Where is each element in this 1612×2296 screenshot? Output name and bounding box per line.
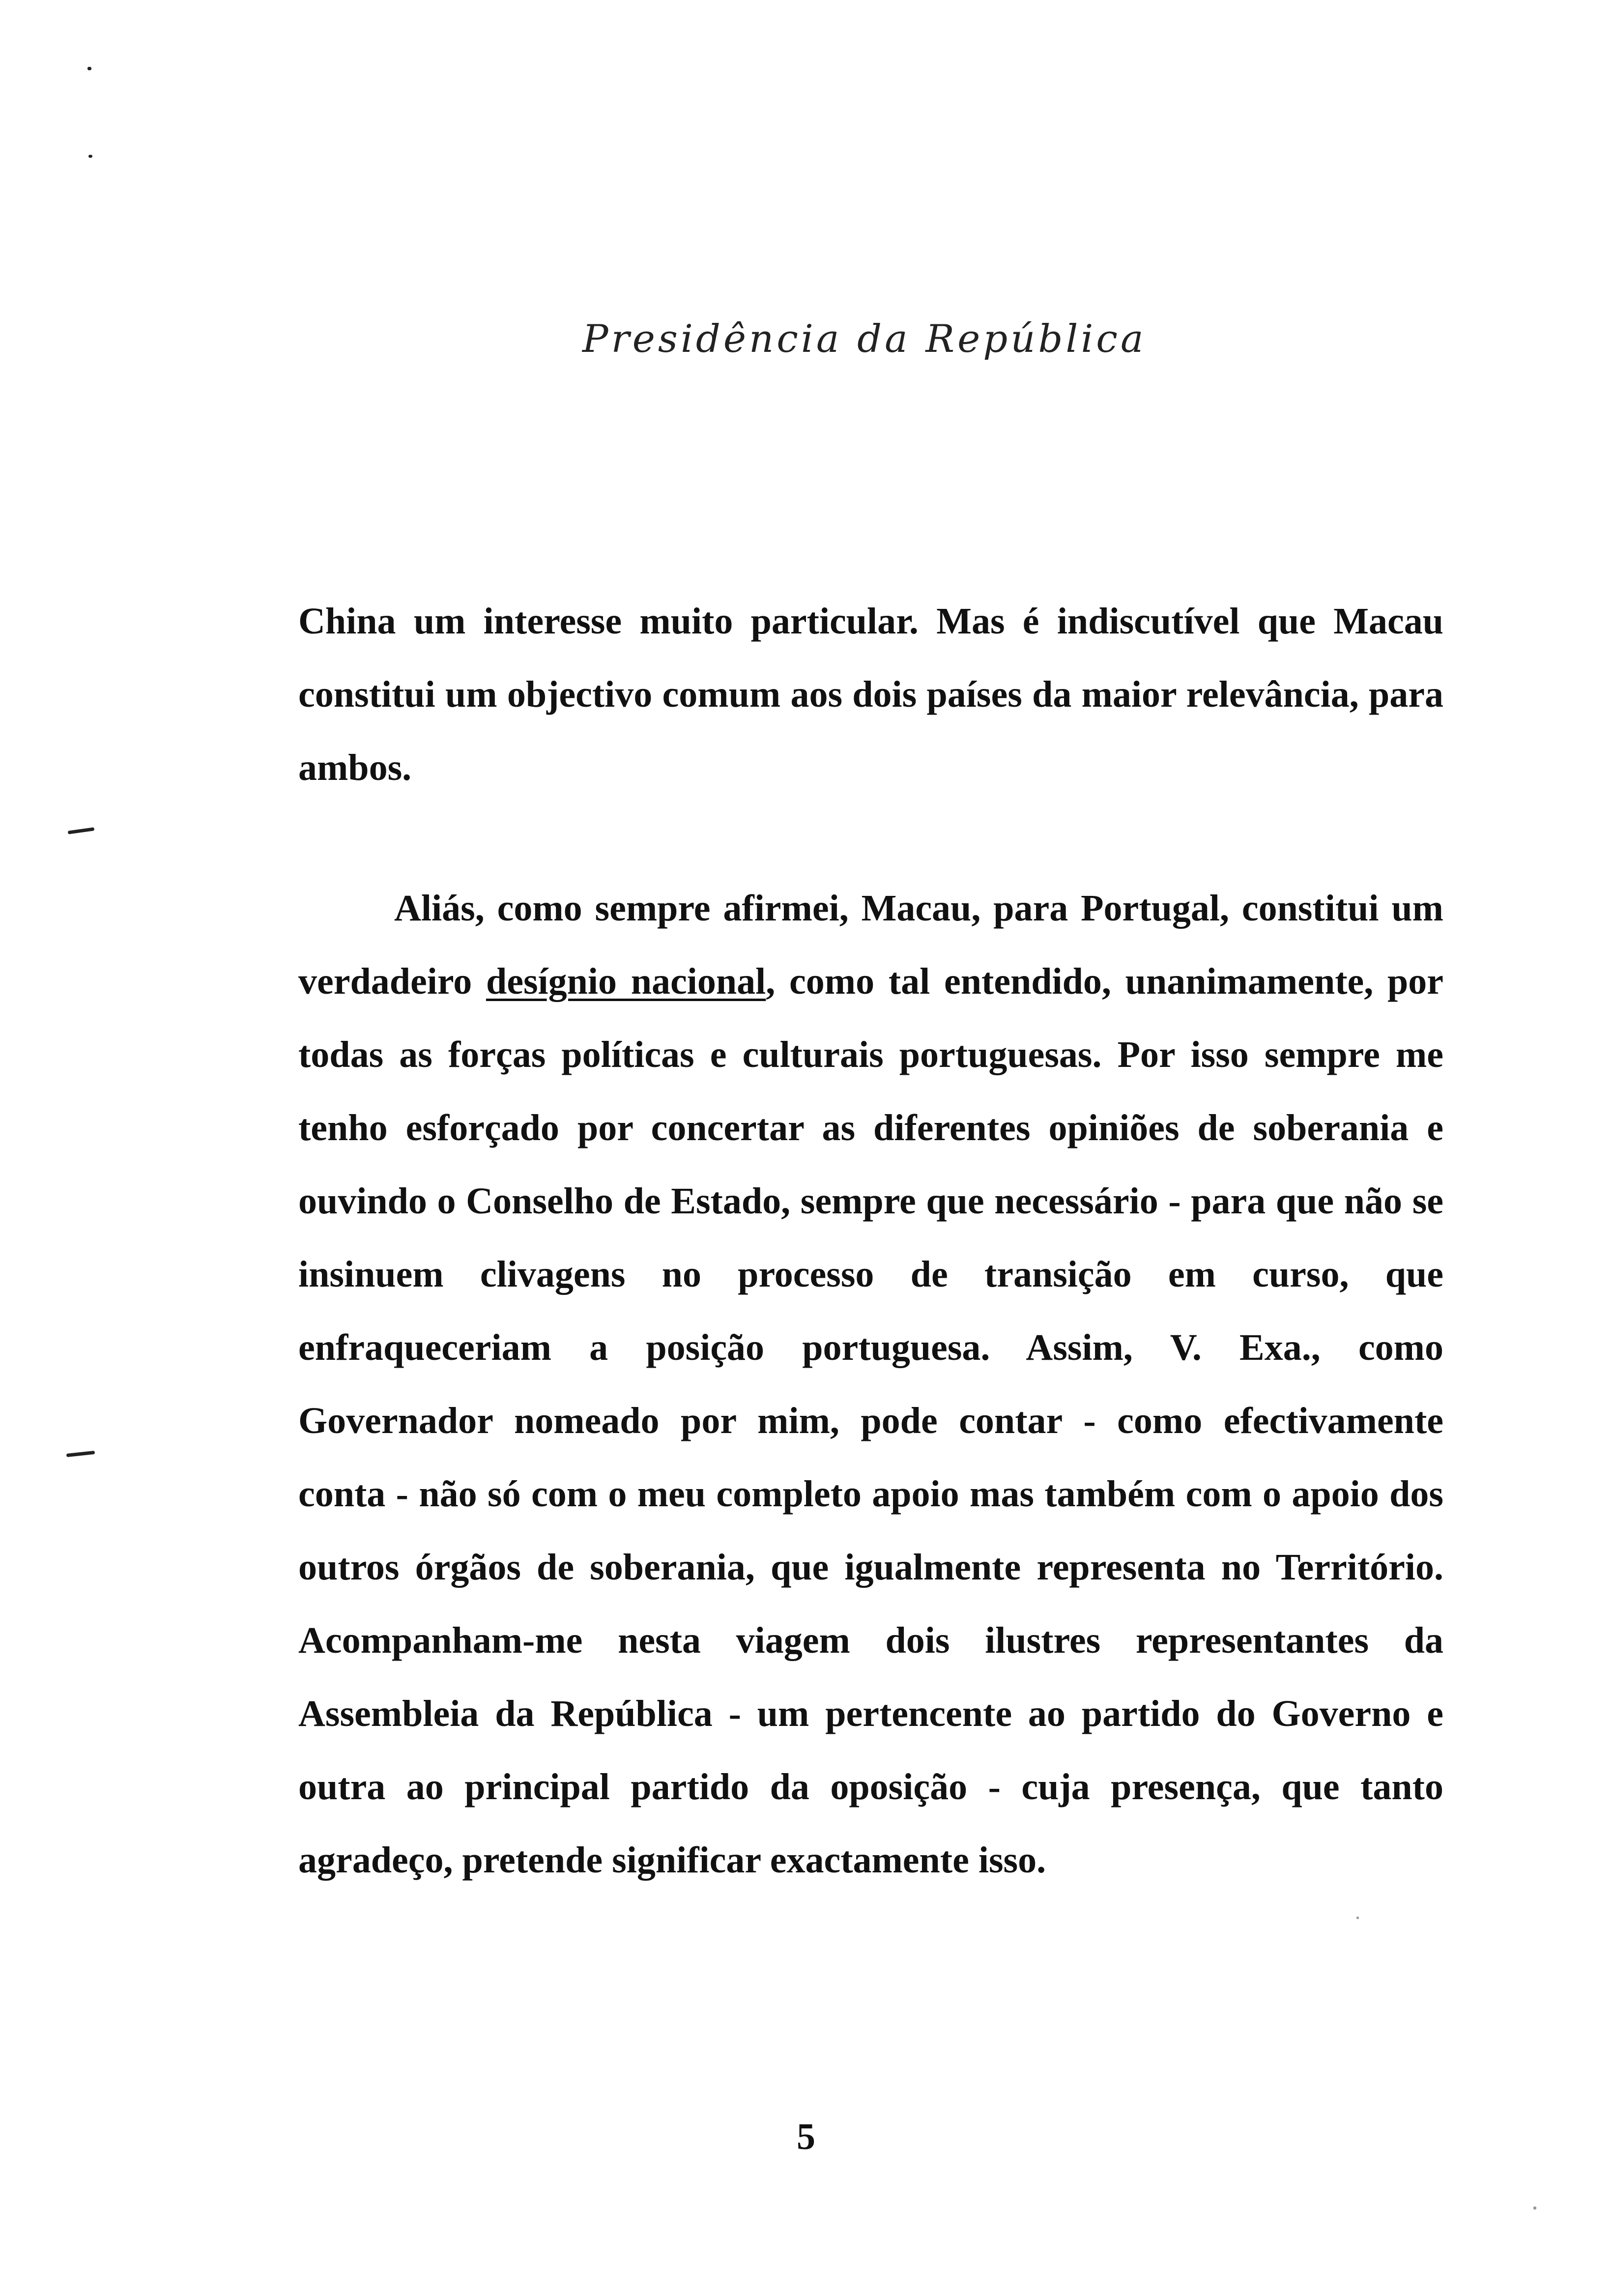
- margin-mark: [88, 155, 92, 158]
- margin-mark: [87, 67, 91, 70]
- margin-mark: [66, 1451, 95, 1457]
- body-text: [298, 585, 1443, 1897]
- paragraph-2-text-start: Aliás, como sempre afirmei, Macau, para Portugal, constitui um verdadeiro: [298, 888, 1443, 1002]
- paragraph-1-text: China um interesse muito particular. Mas é indiscutível que Macau constitui um objectivo comum aos dois países da maior relevância, para ambos.: [298, 601, 1443, 788]
- underlined-phrase: desígnio nacional: [486, 961, 766, 1002]
- paragraph-2-text-end: , como tal entendido, unanimamente, por todas as forças políticas e culturais portuguesas. Por isso sempre me tenho esforçado por concertar as diferentes opiniões de soberania e ouvindo o Conselho de Estado, sempre que necessário - para que não se insinuem clivagens no processo de transição em curso, que enfraqueceriam a posição portuguesa. Assim, V. Exa., como Governador nomeado por mim, pode contar - como efectivamente conta - não só com o meu completo apoio mas também com o apoio dos outros órgãos de soberania, que igualmente representa no Território. Acompanham-me nesta viagem dois ilustres representantes da Assembleia da República - um pertencente ao partido do Governo e outra ao principal partido da oposição - cuja presença, que tanto agradeço, pretende significar exactamente isso.: [298, 961, 1443, 1881]
- paragraph-1: [298, 585, 1443, 804]
- margin-mark: [68, 827, 94, 834]
- page-number: 5: [797, 2116, 815, 2157]
- paragraph-2: [298, 872, 1443, 1897]
- letterhead: Presidência da República: [582, 317, 1147, 361]
- scan-speck: [1533, 2207, 1536, 2210]
- scan-speck: [1356, 1917, 1359, 1919]
